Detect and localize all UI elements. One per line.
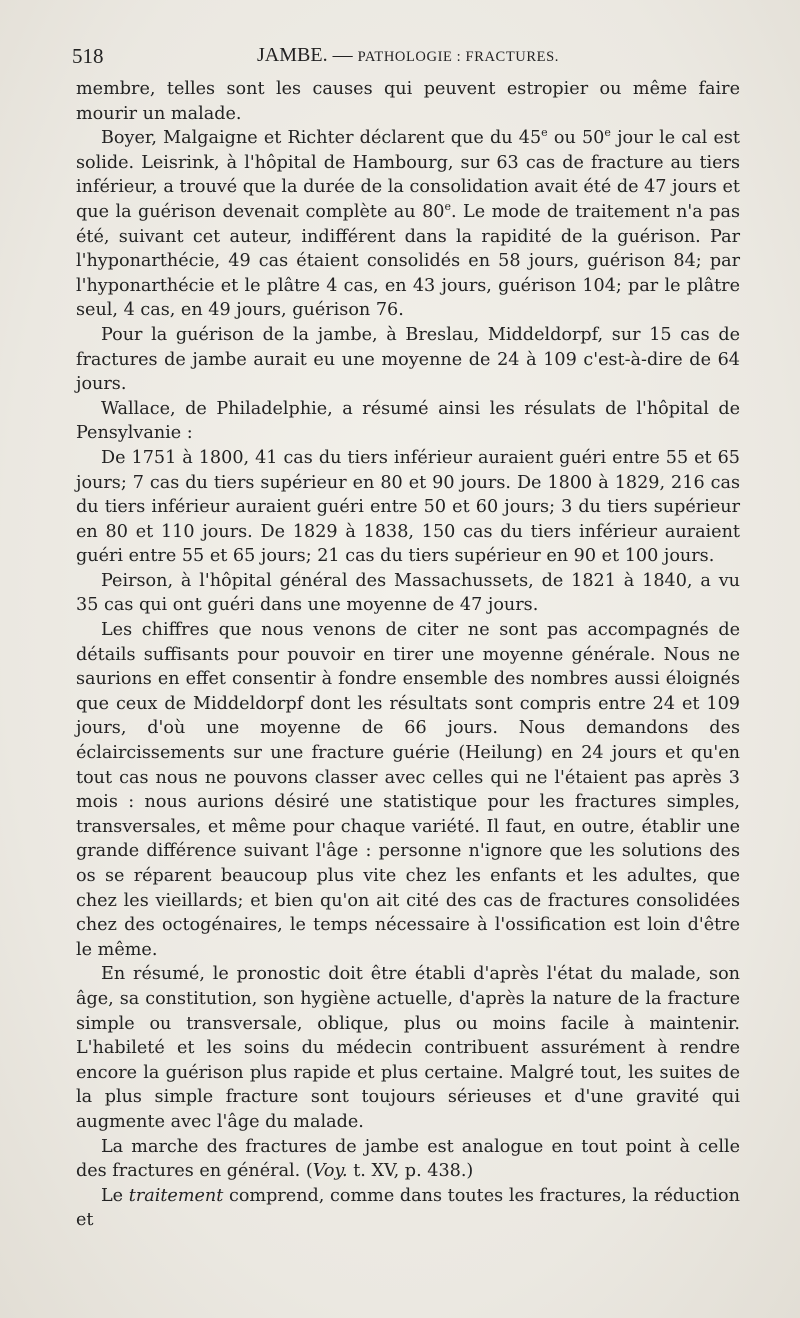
- body-text: [76, 77, 740, 1233]
- chapter-title: JAMBE.: [257, 44, 328, 66]
- paragraph-6: Peirson, à l'hôpital général des Massachussets, de 1821 à 1840, a vu 35 cas qui ont guéri dans une moyenne de 47 jours.: [76, 570, 740, 616]
- p2-part-d: . Le mode de traitement n'a pas été, suivant cet auteur, indifférent dans la rapidité de la guérison. Par l'hyponarthécie, 49 cas étaient consolidés en 58 jours, guérison 84; par l'hyponarthécie et le plâtre 4 cas, en 43 jours, guérison 104; par le plâtre seul, 4 cas, en 49 jours, guérison 76.: [76, 201, 740, 321]
- p2-part-b: ou 50: [547, 128, 605, 149]
- p2-sup-3: e: [444, 200, 451, 214]
- page-number: 518: [72, 44, 104, 68]
- paragraph-2: [76, 126, 740, 323]
- p10-italic: traitement: [128, 1185, 224, 1206]
- p2-part-c: jour le cal est solide. Leisrink, à l'hôpital de Hambourg, sur 63 cas de fracture au tiers inférieur, a trouvé que la durée de la consolidation avait été de 47 jours et que la guérison devenait complète au 80: [76, 128, 740, 222]
- running-header: [72, 44, 742, 74]
- paragraph-5: De 1751 à 1800, 41 cas du tiers inférieur auraient guéri entre 55 et 65 jours; 7 cas du tiers supérieur en 80 et 90 jours. De 1800 à 1829, 216 cas du tiers inférieur auraient guéri entre 50 et 60 jours; 3 du tiers supérieur en 80 et 110 jours. De 1829 à 1838, 150 cas du tiers inférieur auraient guéri entre 55 et 65 jours; 21 cas du tiers supérieur en 90 et 100 jours.: [76, 447, 740, 567]
- p2-sup-2: e: [604, 126, 611, 140]
- p10-part-a: Le: [101, 1185, 129, 1206]
- paragraph-9: [76, 1135, 740, 1184]
- paragraph-3: Pour la guérison de la jambe, à Breslau, Middeldorpf, sur 15 cas de fractures de jambe aurait eu une moyenne de 24 à 109 c'est-à-dire de 64 jours.: [76, 324, 740, 395]
- running-title: [257, 44, 559, 67]
- paragraph-7: Les chiffres que nous venons de citer ne sont pas accompagnés de détails suffisants pour pouvoir en tirer une moyenne générale. Nous ne saurions en effet consentir à fondre ensemble des nombres aussi éloignés que ceux de Middeldorpf dont les résultats sont compris entre 24 et 109 jours, d'où une moyenne de 66 jours. Nous demandons des éclaircissements sur une fracture guérie (Heilung) en 24 jours et qu'en tout cas nous ne pouvons classer avec celles qui ne l'étaient pas après 3 mois : nous aurions désiré une statistique pour les fractures simples, transversales, et même pour chaque variété. Il faut, en outre, établir une grande différence suivant l'âge : personne n'ignore que les solutions des os se réparent beaucoup plus vite chez les enfants et les adultes, que chez les vieillards; et bien qu'on ait cité des cas de fractures consolidées chez des octogénaires, le temps nécessaire à l'ossification est loin d'être le même.: [76, 620, 740, 960]
- paragraph-1: membre, telles sont les causes qui peuvent estropier ou même faire mourir un malade.: [76, 79, 740, 124]
- paragraph-8: En résumé, le pronostic doit être établi d'après l'état du malade, son âge, sa constitution, son hygiène actuelle, d'après la nature de la fracture simple ou transversale, oblique, plus ou moins facile à maintenir. L'habileté et les soins du médecin contribuent assurément à rendre encore la guérison plus rapide et plus certaine. Malgré tout, les suites de la plus simple fracture sont toujours sérieuses et d'une gravité qui augmente avec l'âge du malade.: [76, 964, 740, 1132]
- title-dash: —: [332, 44, 353, 66]
- paragraph-10: [76, 1184, 740, 1233]
- p9-part-a: La marche des fractures de jambe est analogue en tout point à celle des fractures en général. (: [76, 1136, 740, 1182]
- p2-part-a: Boyer, Malgaigne et Richter déclarent que du 45: [101, 128, 542, 149]
- p10-part-b: comprend, comme dans toutes les fractures, la réduction et: [76, 1185, 740, 1231]
- paragraph-4: Wallace, de Philadelphie, a résumé ainsi les résulats de l'hôpital de Pensylvanie :: [76, 398, 740, 444]
- p2-sup-1: e: [541, 126, 548, 140]
- p9-part-b: t. XV, p. 438.): [347, 1161, 474, 1182]
- section-title: PATHOLOGIE : FRACTURES.: [357, 49, 559, 65]
- p9-reference: Voy.: [312, 1161, 348, 1182]
